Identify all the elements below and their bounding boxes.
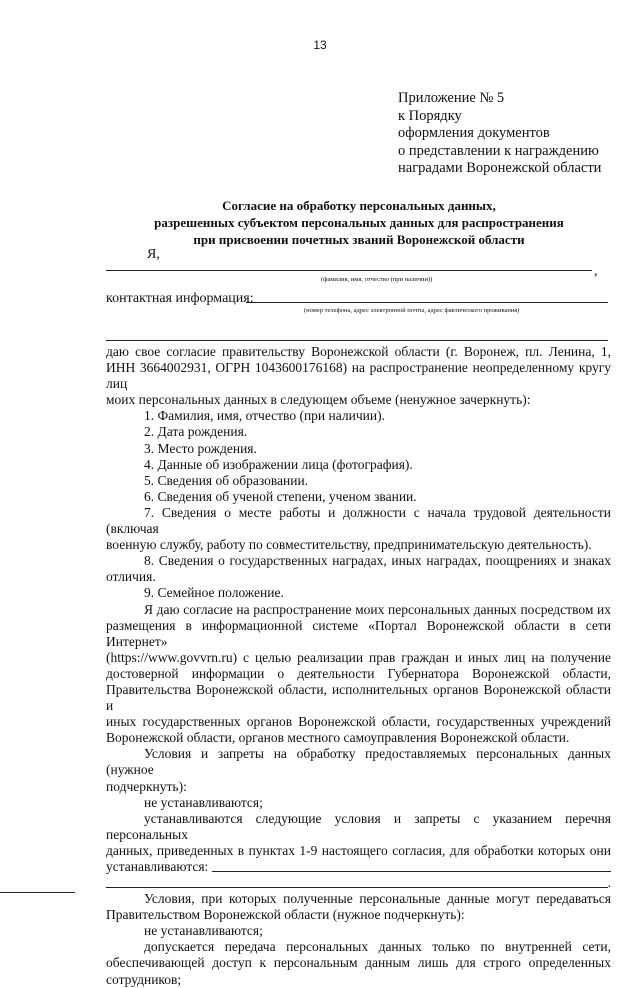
dissemination-line: иных государственных органов Воронежской области, государственных учреждений	[106, 714, 611, 730]
appendix-line: наградами Воронежской области	[398, 160, 602, 176]
dissemination-line: Правительства Воронежской области, исполнительных органов Воронежской области и	[106, 681, 611, 714]
fio-caption: (фамилия, имя, отчество (при наличии))	[321, 276, 433, 283]
contact-field[interactable]	[246, 302, 608, 303]
fio-comma: ,	[594, 264, 598, 279]
conditions-option-set-cont: данных, приведенных в пунктах 1-9 настоящего согласия, для обработки которых они	[106, 842, 611, 858]
list-item-9: 9. Семейное положение.	[144, 585, 284, 601]
consent-line: даю свое согласие правительству Воронежской области (г. Воронеж, пл. Ленина, 1,	[106, 344, 611, 359]
appendix-header	[398, 90, 601, 178]
appendix-line: о представлении к награждению	[398, 142, 599, 159]
list-item-7: 7. Сведения о месте работы и должности с начала трудовой деятельности (включая	[106, 504, 611, 537]
list-item-8: 8. Сведения о государственных наградах, иных наградах, поощрениях и знаках	[144, 553, 611, 569]
contact-label: контактная информация:	[106, 291, 254, 306]
dissemination-line: (https://www.govvrn.ru) с целью реализации прав граждан и иных лиц на получение	[106, 649, 611, 665]
title-line: разрешенных субъектом персональных данных для распространения	[154, 215, 564, 230]
list-item-8-cont: отличия.	[106, 569, 156, 585]
conditions-line: подчеркнуть):	[106, 778, 187, 794]
contact-caption: (номер телефона, адрес электронной почты, адрес фактического проживания)	[304, 307, 520, 314]
ya-label: Я,	[147, 247, 160, 262]
conditions-input-line[interactable]	[212, 871, 611, 872]
transfer-option-none[interactable]: не устанавливаются;	[144, 923, 263, 939]
transfer-option-internal-cont: сотрудников;	[106, 971, 182, 987]
consent-body	[106, 344, 611, 988]
dissemination-line: достоверной информации о деятельности Губернатора Воронежской области,	[106, 665, 611, 681]
transfer-line: Правительством Воронежской области (нужное подчеркнуть):	[106, 907, 465, 923]
dissemination-line: размещения в информационной системе «Портал Воронежской области в сети Интернет»	[106, 617, 611, 649]
dissemination-line: Воронежской области, органов местного самоуправления Воронежской области.	[106, 730, 570, 746]
transfer-line: Условия, при которых полученные персональные данные могут передаваться	[144, 891, 611, 907]
conditions-period: .	[607, 875, 611, 890]
list-item: 6. Сведения об ученой степени, ученом звании.	[144, 488, 417, 504]
transfer-option-internal[interactable]: допускается передача персональных данных только по внутренней сети,	[144, 939, 611, 955]
list-item: 3. Место рождения.	[144, 440, 257, 456]
list-item: 1. Фамилия, имя, отчество (при наличии).	[144, 408, 385, 424]
contact-field-continuation[interactable]	[106, 340, 608, 341]
conditions-fill-line	[106, 859, 611, 875]
dissemination-line: Я даю согласие на распространение моих персональных данных посредством их	[144, 601, 611, 617]
list-item: 2. Дата рождения.	[144, 424, 248, 440]
transfer-option-internal-cont: обеспечивающей доступ к персональным данным лишь для строго определенных	[106, 955, 611, 971]
list-item-7-cont: военную службу, работу по совместительству, предпринимательскую деятельность).	[106, 537, 592, 553]
consent-line: моих персональных данных в следующем объеме (ненужное зачеркнуть):	[106, 392, 531, 408]
conditions-fill-line-2	[106, 875, 611, 891]
title-line: Согласие на обработку персональных данных,	[222, 198, 496, 213]
appendix-line: Приложение № 5	[398, 90, 505, 106]
conditions-input-line-2[interactable]	[106, 887, 608, 888]
fio-field[interactable]	[106, 270, 592, 271]
appendix-line: к Порядку	[398, 107, 462, 124]
conditions-fill-label: устанавливаются:	[106, 859, 209, 874]
document-title	[100, 197, 618, 248]
list-item: 5. Сведения об образовании.	[144, 472, 309, 488]
list-item: 4. Данные об изображении лица (фотография).	[144, 456, 413, 472]
title-line: при присвоении почетных званий Воронежской области	[193, 232, 525, 247]
conditions-option-none[interactable]: не устанавливаются;	[144, 794, 263, 810]
appendix-line: оформления документов	[398, 125, 550, 141]
page-number: 13	[313, 38, 327, 52]
footnote-separator	[0, 892, 75, 893]
conditions-option-set[interactable]: устанавливаются следующие условия и запреты с указанием перечня персональных	[106, 810, 611, 842]
conditions-line: Условия и запреты на обработку предоставляемых персональных данных (нужное	[106, 746, 611, 778]
consent-line: ИНН 3664002931, ОГРН 1043600176168) на распространение неопределенному кругу лиц	[106, 360, 611, 392]
